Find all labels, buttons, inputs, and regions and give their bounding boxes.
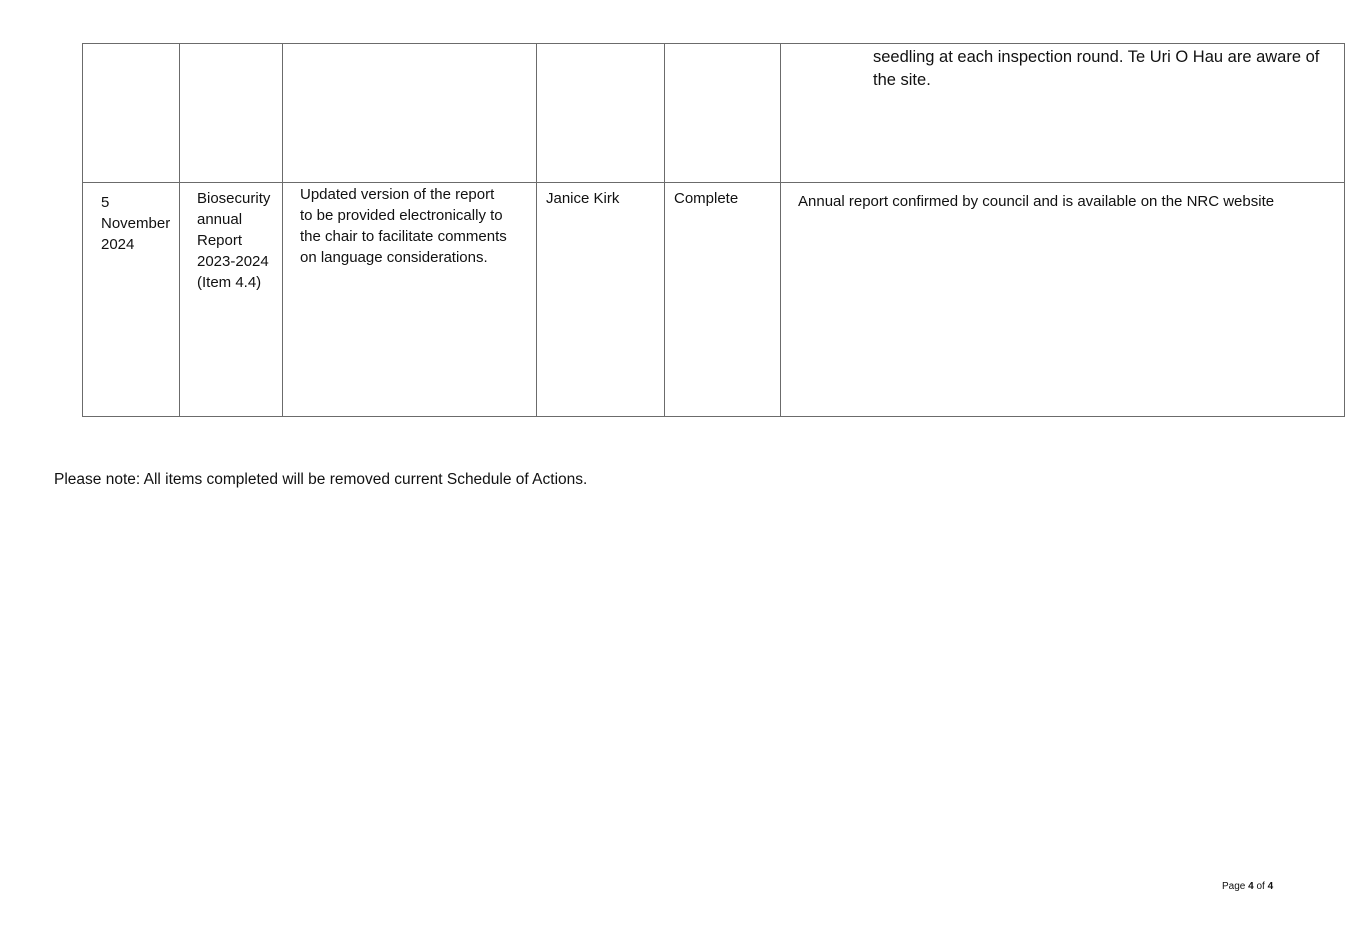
page-total: 4 <box>1267 881 1274 892</box>
table-cell-empty <box>537 44 665 183</box>
comment-cell <box>781 183 1345 417</box>
action-line: to be provided electronically to <box>300 207 503 224</box>
item-cell <box>180 183 283 417</box>
item-line: Report <box>197 232 243 249</box>
table-cell-comment-continued <box>781 44 1345 183</box>
item-line: (Item 4.4) <box>197 274 262 291</box>
page-label: Page <box>1222 881 1246 892</box>
table-cell-empty <box>283 44 537 183</box>
comment-text: Annual report confirmed by council and is available on the NRC website <box>798 193 1275 210</box>
date-cell <box>83 183 180 417</box>
table-cell-empty <box>180 44 283 183</box>
page-number: 4 <box>1248 881 1254 892</box>
action-line: on language considerations. <box>300 249 488 266</box>
responsible-cell <box>537 183 665 417</box>
item-line: annual <box>197 211 243 228</box>
action-line: the chair to facilitate comments <box>300 228 507 245</box>
date-line: 2024 <box>101 236 135 253</box>
action-line: Updated version of the report <box>300 186 495 203</box>
table-cell-empty <box>83 44 180 183</box>
schedule-of-actions-table <box>82 43 1345 417</box>
table-row-continued <box>83 44 1345 183</box>
table-row <box>83 183 1345 417</box>
of-label: of <box>1256 881 1265 892</box>
continuation-text: seedling at each inspection round. Te Uri O Hau are aware of the site. <box>873 48 1320 89</box>
status-text: Complete <box>674 190 739 207</box>
schedule-note: Please note: All items completed will be removed current Schedule of Actions. <box>54 471 588 488</box>
item-line: Biosecurity <box>197 190 271 207</box>
status-cell <box>665 183 781 417</box>
date-line: November <box>101 215 171 232</box>
action-cell <box>283 183 537 417</box>
table-cell-empty <box>665 44 781 183</box>
date-line: 5 <box>101 194 110 211</box>
responsible-person: Janice Kirk <box>546 190 620 207</box>
page-footer <box>1222 880 1273 894</box>
item-line: 2023-2024 <box>197 253 269 270</box>
